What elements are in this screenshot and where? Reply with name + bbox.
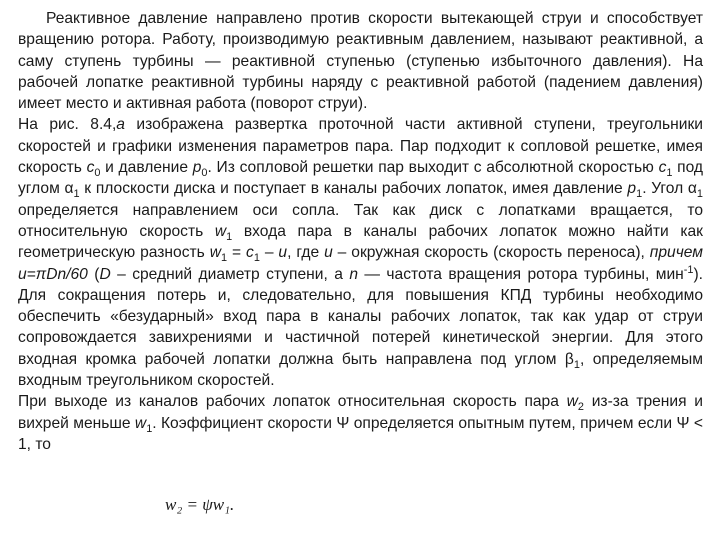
velocity-coefficient-formula: w₂ = ψw₁. (165, 495, 235, 514)
paragraph-reactive-pressure: Реактивное давление направлено против скорости вытекающей струи и способствует вращению ротора. Работу, производимую реактивным давлением, называют реактивной, а саму ступень турбины — реактивной ступенью (ступенью избыточного давления). На рабочей лопатке реактивной турбины наряду с реактивной работой (падением давления) имеет место и активная работа (поворот струи). (18, 10, 703, 113)
document-page (18, 8, 703, 455)
paragraph-active-stage: На рис. 8.4,а изображена развертка проточной части активной ступени, треугольники скоростей и графики изменения параметров пара. Пар подходит к сопловой решетке, имея скорость $c_0$ и давление $p_0$. Из сопловой решетки пар выходит с абсолютной скоростью $c_1$ под углом $\alpha_1$ к плоскости диска и поступает в каналы рабочих лопаток, имея давление $p_1$. Угол $\alpha_1$ определяется направлением оси сопла. Так как диск с лопатками вращается, то относительную скорость $w_1$ входа пара в каналы рабочих лопаток можно найти как геометрическую разность $w_1 = c_1 - u$, где u – окружная скорость (скорость переноса), причем u=πDn/60 (D – средний диаметр ступени, а n — частота вращения ротора турбины, мин$^{-1}$). Для сокращения потерь и, следовательно, для повышения КПД турбины необходимо обеспечить «безударный» вход пара в каналы рабочих лопаток, так как удар от струи сопровождается завихрениями и частичной потерей кинетической энергии. Для этого входная кромка рабочей лопатки должна быть направлена под углом $\beta_1$, определяемым входным треугольником скоростей. (18, 116, 704, 390)
paragraph-blade-exit: При выходе из каналов рабочих лопаток относительная скорость пара $w_2$ из-за трения и вихрей меньше $w_1$. Коэффициент скорости Ψ определяется опытным путем, причем если Ψ < 1, то (18, 393, 703, 453)
